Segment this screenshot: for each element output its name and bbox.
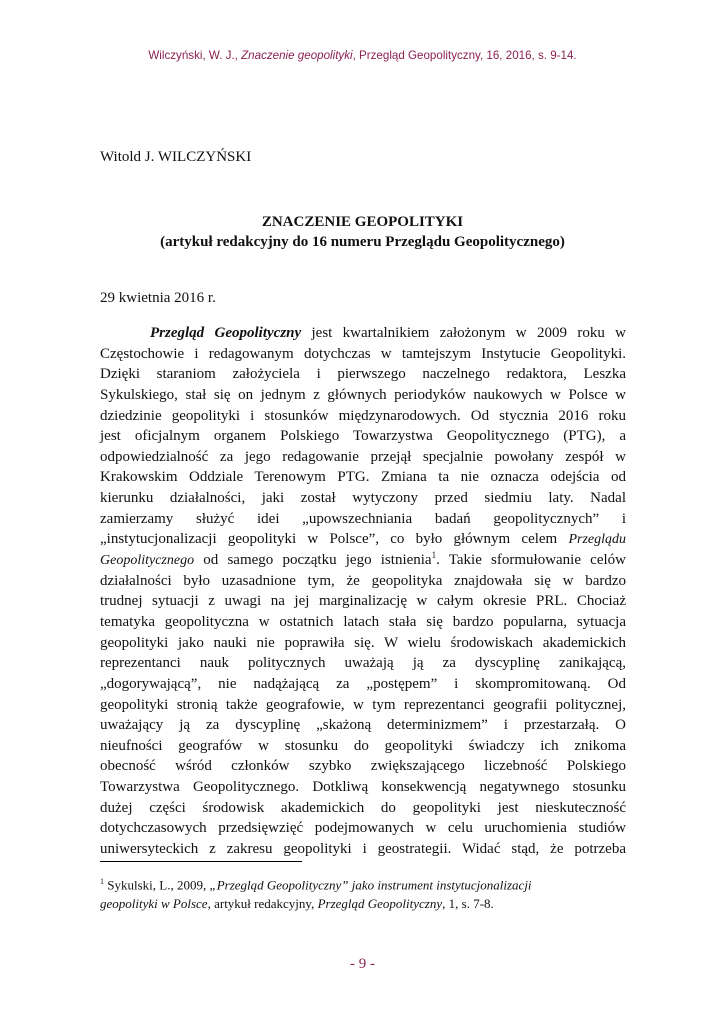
body-line: nieufności geografów w stosunku do geopolityki świadczy ich znikoma <box>100 737 626 754</box>
body-line: jest oficjalnym organem Polskiego Towarzystwa Geopolitycznego (PTG), a <box>100 428 626 445</box>
body-line: „dogorywającą”, nie nadążającą za „postępem” i skompromitowaną. Od <box>100 675 626 692</box>
article-date: 29 kwietnia 2016 r. <box>100 290 216 306</box>
running-header <box>0 49 725 62</box>
journal-name-italic: Przeglądu <box>568 532 626 548</box>
body-line: odpowiedzialność za jego redagowanie przejął specjalnie powołany zespół w <box>100 448 626 465</box>
header-article-title: Znaczenie geopolityki <box>241 49 353 62</box>
body-line: dotychczasowych przedsięwzięć podejmowanych w celu uruchomienia studiów <box>100 820 626 837</box>
body-line: geopolityki stronią także geografowie, w tym reprezentanci geografii politycznej, <box>100 696 626 713</box>
footnote-number: 1 <box>100 877 104 886</box>
body-line: Krakowskim Oddziale Terenowym PTG. Zmiana ta nie oznacza odejścia od <box>100 469 626 486</box>
header-citation: , Przegląd Geopolityczny, 16, 2016, s. 9-14. <box>352 49 577 62</box>
article-title <box>100 212 625 252</box>
footnote-line: $^1$ Sykulski, L., 2009, „Przegląd Geopolityczny” jako instrument instytucjonalizacji <box>100 877 532 893</box>
body-line: dużej części środowisk akademickich do geopolityki jest nieskuteczność <box>100 799 626 816</box>
body-line: Dzięki staraniom założyciela i pierwszego naczelnego redaktora, Leszka <box>100 366 626 383</box>
body-line: Geopolitycznego od samego początku jego istnienia$^1$. Takie sformułowanie celów <box>100 550 626 569</box>
body-line: obecność wśród członków szybko zwiększającego liczebność Polskiego <box>100 758 626 775</box>
body-line: trudnej sytuacji z uwagi na jej marginalizację w całym okresie PRL. Chociaż <box>100 593 626 610</box>
footnote <box>100 872 626 913</box>
body-line: geopolityki jako nauki nie poprawiła się. W wielu środowiskach akademickich <box>100 634 626 651</box>
journal-name-italic: Geopolitycznego <box>100 553 195 569</box>
body-line: Częstochowie i redagowanym dotychczas w tamtejszym Instytucie Geopolityki. <box>100 345 626 362</box>
body-line: tematyka geopolityczna w ostatnich latach stała się bardzo popularna, sytuacja <box>100 613 626 630</box>
footnote-separator <box>100 861 302 862</box>
article-title-subtitle: (artykuł redakcyjny do 16 numeru Przeglądu Geopolitycznego) <box>160 234 565 250</box>
body-line: dziedzinie geopolityki i stosunków międzynarodowych. Od stycznia 2016 roku <box>100 407 626 424</box>
body-line: działalności było uzasadnione tym, że geopolityka znajdowała się w bardzo <box>100 572 626 589</box>
body-paragraph <box>100 323 626 860</box>
body-line: uważający ją za dyscyplinę „skażoną determinizmem” i przestarzałą. O <box>100 717 626 734</box>
body-line: kierunku działalności, jaki został wytyczony przed siedmiu laty. Nadal <box>100 490 626 507</box>
body-line: reprezentanci nauk politycznych uważają ją za dyscyplinę zanikającą, <box>100 655 626 672</box>
author-name: Witold J. WILCZYŃSKI <box>100 149 252 165</box>
article-title-main: ZNACZENIE GEOPOLITYKI <box>261 214 464 230</box>
footnote-reference[interactable]: 1 <box>431 550 437 561</box>
body-line: zamierzamy służyć idei „upowszechniania badań geopolitycznych” i <box>100 510 626 527</box>
body-line: „instytucjonalizacji geopolityki w Polsce”, co było głównym celem Przeglądu <box>100 531 626 548</box>
header-author: Wilczyński, W. J., <box>148 49 242 62</box>
footnote-line: geopolityki w Polsce, artykuł redakcyjny, Przegląd Geopolityczny, 1, s. 7-8. <box>100 896 494 912</box>
body-line: Sykulskiego, stał się on jednym z głównych periodyków naukowych w Polsce w <box>100 386 626 403</box>
body-line: Przegląd Geopolityczny jest kwartalnikiem założonym w 2009 roku w <box>150 325 626 341</box>
body-line: uniwersyteckich z zakresu geopolityki i geostrategii. Widać stąd, że potrzeba <box>100 841 626 858</box>
body-line: Towarzystwa Geopolitycznego. Dotkliwą konsekwencją negatywnego stosunku <box>100 779 626 796</box>
page-number: - 9 - <box>350 956 375 972</box>
journal-name: Przegląd Geopolityczny <box>150 325 302 341</box>
